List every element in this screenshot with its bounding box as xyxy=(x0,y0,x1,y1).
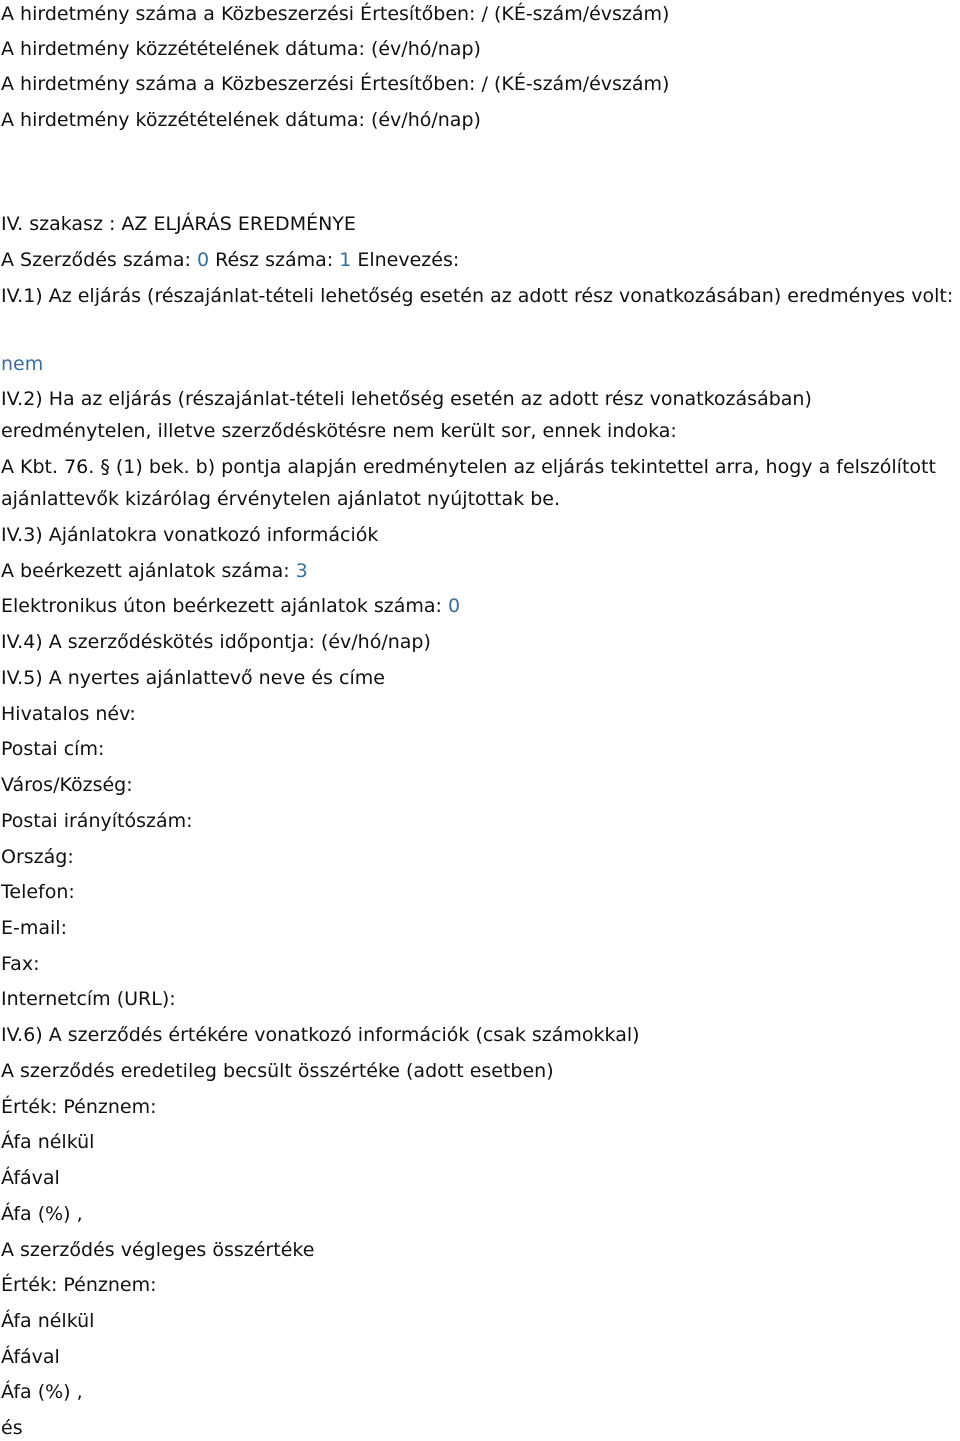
publication-date-line: A hirdetmény közzétételének dátuma: (év/hó/nap) xyxy=(1,109,481,131)
contract-line xyxy=(1,247,459,273)
received-offers-label: A beérkezett ajánlatok száma: xyxy=(1,560,290,582)
estimated-vat-line: Áfa (%) , xyxy=(1,1203,83,1225)
trailing-text: és xyxy=(1,1417,23,1439)
iv1-answer: nem xyxy=(1,353,44,375)
notice-number-line: A hirdetmény száma a Közbeszerzési Értesítőben: / (KÉ-szám/évszám) xyxy=(1,73,670,95)
iv2-answer xyxy=(1,451,956,515)
iv5-title: IV.5) A nyertes ajánlattevő neve és címe xyxy=(1,667,385,689)
iv2-question: IV.2) Ha az eljárás (részajánlat-tételi lehetőség esetén az adott rész vonatkozásában) eredménytelen, illetve szerződéskötésre nem került sor, ennek indoka: xyxy=(1,388,812,442)
contract-number-value: 0 xyxy=(196,249,210,271)
iv4-title: IV.4) A szerződéskötés időpontja: (év/hó/nap) xyxy=(1,631,431,653)
url-label: Internetcím (URL): xyxy=(1,988,176,1010)
final-total-title: A szerződés végleges összértéke xyxy=(1,1239,315,1261)
email-label: E-mail: xyxy=(1,917,67,939)
electronic-offers-line xyxy=(1,593,460,619)
name-label: Elnevezés: xyxy=(357,249,460,271)
phone-label: Telefon: xyxy=(1,881,75,903)
received-offers-value: 3 xyxy=(295,560,308,582)
notice-number-line: A hirdetmény száma a Közbeszerzési Értesítőben: / (KÉ-szám/évszám) xyxy=(1,3,670,25)
contract-number-label: A Szerződés száma: xyxy=(1,249,191,271)
iv6-title: IV.6) A szerződés értékére vonatkozó információk (csak számokkal) xyxy=(1,1024,640,1046)
section-title: IV. szakasz : AZ ELJÁRÁS EREDMÉNYE xyxy=(1,213,356,235)
estimated-net-line: Áfa nélkül xyxy=(1,1131,95,1153)
electronic-offers-label: Elektronikus úton beérkezett ajánlatok száma: xyxy=(1,595,442,617)
part-number-value: 1 xyxy=(339,249,352,271)
estimated-value-line: Érték: Pénznem: xyxy=(1,1096,157,1118)
final-net-line: Áfa nélkül xyxy=(1,1310,95,1332)
final-value-line: Érték: Pénznem: xyxy=(1,1274,157,1296)
iv1-question: IV.1) Az eljárás (részajánlat-tételi lehetőség esetén az adott rész vonatkozásában) eredményes volt: xyxy=(1,285,954,307)
postal-address-label: Postai cím: xyxy=(1,738,105,760)
final-gross-line: Áfával xyxy=(1,1346,60,1368)
final-vat-line: Áfa (%) , xyxy=(1,1381,83,1403)
country-label: Ország: xyxy=(1,846,74,868)
electronic-offers-value: 0 xyxy=(448,595,461,617)
iv2-answer-text: A Kbt. 76. § (1) bek. b) pontja alapján eredménytelen az eljárás tekintettel arra, hogy a felszólított ajánlattevők kizárólag érvénytelen ajánlatot nyújtottak be. xyxy=(1,456,936,510)
received-offers-line xyxy=(1,558,308,584)
part-number-label: Rész száma: xyxy=(215,249,334,271)
estimated-gross-line: Áfával xyxy=(1,1167,60,1189)
estimated-total-title: A szerződés eredetileg becsült összértéke (adott esetben) xyxy=(1,1060,554,1082)
fax-label: Fax: xyxy=(1,953,40,975)
postal-code-label: Postai irányítószám: xyxy=(1,810,193,832)
publication-date-line: A hirdetmény közzétételének dátuma: (év/hó/nap) xyxy=(1,38,481,60)
official-name-label: Hivatalos név: xyxy=(1,703,136,725)
iv3-title: IV.3) Ajánlatokra vonatkozó információk xyxy=(1,524,379,546)
city-label: Város/Község: xyxy=(1,774,133,796)
